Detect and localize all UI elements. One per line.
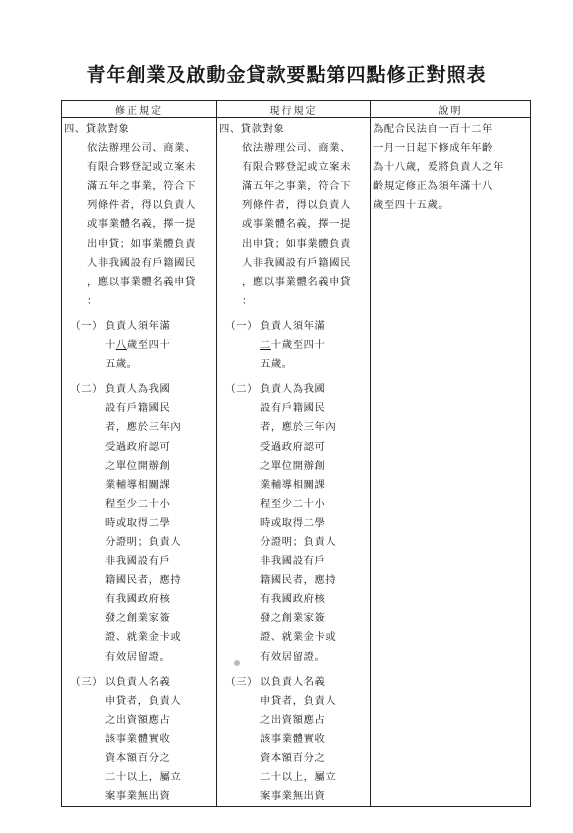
intro-line: 人非我國設有戶籍國民 (242, 256, 351, 269)
section-heading: 四、貸款對象 (219, 123, 285, 135)
text-run: 時或取得二學 (105, 516, 171, 529)
item-line (260, 730, 336, 749)
text-run: 之單位開辦創 (105, 459, 171, 472)
text-run: 有我國政府核 (260, 593, 326, 606)
text-run: 負責人須年滿 (105, 319, 171, 332)
item-line (260, 336, 325, 355)
item-line (260, 711, 336, 730)
item-line (260, 768, 336, 787)
item-line (105, 552, 181, 571)
note-text (371, 118, 530, 215)
text-run: 十 (270, 339, 282, 352)
list-item (217, 380, 370, 666)
item-number: （二） (70, 383, 103, 396)
item-line (105, 628, 181, 647)
item-line (105, 571, 181, 590)
text-run: 負責人為我國 (260, 383, 326, 396)
intro-line: 或事業體名義，擇一提 (242, 218, 351, 231)
item-line (105, 533, 181, 552)
text-run: 程至少二十小 (260, 497, 326, 510)
text-run: 歲至四十 (281, 339, 326, 352)
text-run: 設有戶籍國民 (260, 402, 326, 415)
intro-line: 有限合夥登記或立案未 (87, 161, 196, 174)
text-run: 歲至四十 (126, 339, 171, 352)
intro-line: 出申貸；如事業體負責 (87, 237, 196, 250)
scan-dot (234, 660, 240, 666)
text-run: 程至少二十小 (105, 497, 171, 510)
item-line (105, 648, 181, 667)
text-run: 之出資額應占 (105, 713, 171, 726)
text-run: 證、就業金卡或 (260, 631, 337, 644)
item-line (105, 317, 170, 336)
text-run: 申貸者，負責人 (105, 694, 182, 707)
text-run: 之出資額應占 (260, 713, 326, 726)
item-line (105, 673, 181, 692)
item-line (260, 476, 336, 495)
text-run: 案事業無出資 (105, 790, 171, 803)
intro-line: 列條件者，得以負責人 (87, 199, 196, 212)
text-run: 申貸者，負責人 (260, 694, 337, 707)
item-line (105, 590, 181, 609)
header-current: 現行規定 (217, 101, 371, 118)
item-line (105, 399, 181, 418)
text-run: 證、就業金卡或 (105, 631, 182, 644)
item-line (260, 787, 336, 806)
item-line (260, 590, 336, 609)
note-column (371, 118, 531, 807)
item-line (260, 552, 336, 571)
text-run: 非我國設有戶 (260, 555, 326, 568)
item-line (260, 609, 336, 628)
table-body-row (62, 118, 531, 807)
item-line (260, 355, 325, 374)
page-title: 青年創業及啟動金貸款要點第四點修正對照表 (86, 64, 487, 86)
item-line (260, 418, 336, 437)
item-number: （三） (70, 675, 103, 688)
list-item (62, 380, 216, 666)
text-run: 非我國設有戶 (105, 555, 171, 568)
text-run: 二十以上，屬立 (105, 771, 182, 784)
item-line (105, 711, 181, 730)
text-run: 之單位開辦創 (260, 459, 326, 472)
text-run: 者，應於三年內 (105, 421, 182, 434)
list-item (62, 673, 216, 807)
item-line (260, 380, 336, 399)
item-line (105, 749, 181, 768)
intro-line: ，應以事業體名義申貸 (242, 275, 351, 288)
note-line: 一月一日起下修成年年齡 (373, 142, 493, 155)
intro-paragraph (62, 139, 216, 311)
text-run: 該事業體實收 (105, 732, 171, 745)
text-run: 二 (260, 339, 271, 352)
item-line (105, 787, 181, 806)
text-run: 以負責人名義 (105, 675, 171, 688)
revised-column (62, 118, 217, 807)
item-line (105, 380, 181, 399)
item-text (260, 380, 336, 666)
item-line (260, 648, 336, 667)
text-run: 十 (105, 339, 116, 352)
item-line (260, 317, 325, 336)
intro-line: 列條件者，得以負責人 (242, 199, 351, 212)
text-run: 業輔導相關課 (260, 478, 326, 491)
item-line (105, 457, 181, 476)
text-run: 該事業體實收 (260, 732, 326, 745)
item-line (105, 476, 181, 495)
item-line (260, 692, 336, 711)
text-run: 資本額百分之 (105, 752, 171, 764)
text-run: 二十以上，屬立 (260, 771, 337, 784)
item-line (105, 768, 181, 787)
item-line (105, 355, 170, 374)
intro-line: 或事業體名義，擇一提 (87, 218, 196, 231)
list-item (62, 317, 216, 374)
text-run: 資本額百分之 (260, 752, 326, 764)
comparison-table (61, 100, 531, 807)
intro-line: 人非我國設有戶籍國民 (87, 256, 196, 269)
text-run: 有效居留證。 (260, 650, 326, 663)
item-text (105, 317, 170, 374)
text-run: 時或取得二學 (260, 516, 326, 529)
item-number: （一） (225, 319, 258, 332)
item-line (105, 609, 181, 628)
item-line (260, 495, 336, 514)
intro-paragraph (217, 139, 370, 311)
item-line (105, 730, 181, 749)
table-header-row (62, 101, 531, 118)
item-text (105, 673, 181, 807)
text-run: 籍國民者，應持 (105, 574, 182, 587)
text-run: 者，應於三年內 (260, 421, 337, 434)
intro-line: 滿五年之事業，符合下 (87, 180, 196, 193)
note-line: 齡規定修正為須年滿十八 (373, 180, 493, 193)
intro-line: ： (87, 294, 98, 307)
item-number: （一） (70, 319, 103, 332)
text-run: 有效居留證。 (105, 650, 171, 663)
item-line (260, 571, 336, 590)
text-run: 發之創業家簽 (260, 612, 326, 625)
list-item (217, 317, 370, 374)
intro-line: 滿五年之事業，符合下 (242, 180, 351, 193)
item-line (105, 418, 181, 437)
item-text (105, 380, 181, 666)
text-run: 發之創業家簽 (105, 612, 171, 625)
text-run: 五歲。 (260, 358, 293, 371)
item-text (260, 673, 336, 807)
item-text (260, 317, 325, 374)
text-run: 以負責人名義 (260, 675, 326, 688)
intro-line: ： (242, 294, 253, 307)
item-line (105, 336, 170, 355)
item-line (105, 514, 181, 533)
note-line: 為配合民法自一百十二年 (373, 123, 493, 135)
text-run: 五歲。 (105, 358, 138, 371)
intro-line: 依法辦理公司、商業、 (242, 142, 351, 155)
item-line (260, 399, 336, 418)
item-line (260, 514, 336, 533)
item-line (105, 438, 181, 457)
text-run: 有我國政府核 (105, 593, 171, 606)
item-line (260, 673, 336, 692)
text-run: 負責人為我國 (105, 383, 171, 396)
item-line (260, 533, 336, 552)
intro-line: ，應以事業體名義申貸 (87, 275, 196, 288)
intro-line: 依法辦理公司、商業、 (87, 142, 196, 155)
text-run: 八 (115, 339, 127, 352)
item-line (260, 438, 336, 457)
text-run: 籍國民者，應持 (260, 574, 337, 587)
text-run: 分證明；負責人 (105, 535, 182, 548)
note-line: 歲至四十五歲。 (373, 199, 450, 212)
text-run: 受過政府認可 (105, 440, 171, 453)
intro-line: 出申貸；如事業體負責 (242, 237, 351, 250)
item-line (260, 749, 336, 768)
text-run: 業輔導相關課 (105, 478, 171, 491)
text-run: 分證明；負責人 (260, 535, 337, 548)
intro-line: 有限合夥登記或立案未 (242, 161, 351, 174)
text-run: 受過政府認可 (260, 440, 326, 453)
item-line (105, 495, 181, 514)
item-number: （二） (225, 383, 258, 396)
item-line (260, 628, 336, 647)
item-line (260, 457, 336, 476)
header-note: 說明 (371, 101, 531, 118)
item-line (105, 692, 181, 711)
item-number: （三） (225, 675, 258, 688)
text-run: 設有戶籍國民 (105, 402, 171, 415)
text-run: 負責人須年滿 (260, 319, 326, 332)
section-heading: 四、貸款對象 (64, 123, 130, 135)
list-item (217, 673, 370, 807)
text-run: 案事業無出資 (260, 790, 326, 803)
header-revised: 修正規定 (62, 101, 217, 118)
note-line: 為十八歲，爰將負責人之年 (373, 161, 504, 174)
current-column (217, 118, 371, 807)
